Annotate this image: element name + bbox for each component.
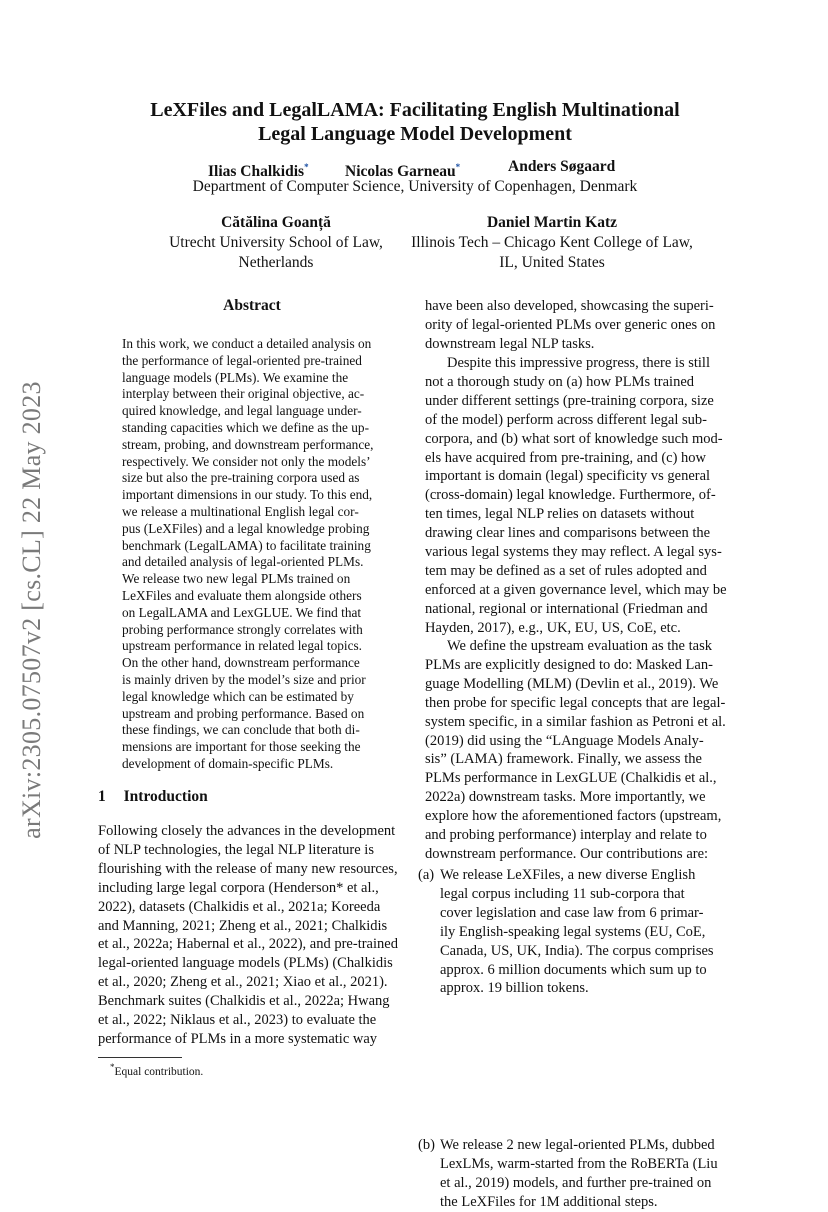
abstract-heading: Abstract <box>223 297 281 314</box>
text-line: sis” (LAMA) framework. Finally, we assess the <box>425 751 702 768</box>
author-5: Daniel Martin Katz <box>486 214 617 231</box>
contribution-item-b <box>418 1136 752 1212</box>
author-3: Anders Søgaard <box>508 158 616 175</box>
text-line: is mainly driven by the model’s size and prior <box>122 671 366 687</box>
text-line: various legal systems they may reflect. A legal sys- <box>425 544 722 561</box>
text-line: important dimensions in our study. To this end, <box>122 487 373 503</box>
text-line: We release two new legal PLMs trained on <box>122 571 351 587</box>
arxiv-stamp-text: arXiv:2305.07507v2 [cs.CL] 22 May 2023 <box>17 381 46 839</box>
text-line: tem may be defined as a set of rules adopted and <box>425 562 707 579</box>
text-line: we release a multinational English legal cor- <box>122 503 359 519</box>
text-line: standing capacities which we define as the up- <box>122 419 370 435</box>
footnote: *Equal contribution. <box>110 1062 204 1078</box>
text-line: the LeXFiles for 1M additional steps. <box>440 1194 658 1211</box>
text-line: of the model) perform across different legal sub- <box>425 411 707 428</box>
text-line: development of domain-specific PLMs. <box>122 755 334 771</box>
text-line: approx. 6 million documents which sum up to <box>440 961 707 978</box>
text-line: then probe for specific legal concepts that are legal- <box>425 694 726 711</box>
text-line: not a thorough study on (a) how PLMs trained <box>425 373 695 390</box>
text-line: national, regional or international (Friedman and <box>425 600 708 617</box>
text-line: 2022a) downstream tasks. More importantly, we <box>425 789 706 806</box>
text-line: explore how the aforementioned factors (upstream, <box>425 808 722 825</box>
text-line: quired knowledge, and legal language under- <box>122 403 362 419</box>
text-line: these findings, we can conclude that both di- <box>122 722 360 738</box>
text-line: In this work, we conduct a detailed analysis on <box>122 336 372 351</box>
title-line-1: LeXFiles and LegalLAMA: Facilitating English Multinational <box>150 99 680 121</box>
text-line: LexLMs, warm-started from the RoBERTa (Liu <box>440 1156 718 1173</box>
text-line: (cross-domain) legal knowledge. Furthermore, of- <box>425 487 716 504</box>
text-line: ily English-speaking legal systems (EU, CoE, <box>440 923 706 940</box>
footnote-rule <box>98 1057 182 1058</box>
paper-title <box>100 98 730 146</box>
text-line: approx. 19 billion tokens. <box>440 980 589 997</box>
author-1: Ilias Chalkidis* <box>208 162 309 181</box>
text-line: and detailed analysis of legal-oriented PLMs. <box>122 554 364 570</box>
text-line: PLMs performance in LexGLUE (Chalkidis et al., <box>425 770 717 787</box>
text-line: downstream legal NLP tasks. <box>425 335 595 352</box>
section-heading-introduction: 1 Introduction <box>98 788 208 805</box>
item-a-text <box>440 866 752 998</box>
right-paragraph-2 <box>425 354 730 638</box>
text-line: guage Modelling (MLM) (Devlin et al., 2019). We <box>425 675 719 692</box>
text-line: ten times, legal NLP relies on datasets without <box>425 506 695 523</box>
text-line: (2019) did using the “LAnguage Models Analy- <box>425 732 704 749</box>
text-line: We release 2 new legal-oriented PLMs, dubbed <box>440 1137 715 1154</box>
text-line: corpora, and (b) what sort of knowledge such mod- <box>425 430 723 447</box>
text-line: benchmark (LegalLAMA) to facilitate training <box>122 537 371 553</box>
text-line: upstream and probing performance. Based on <box>122 705 365 721</box>
text-line: size but also the pre-training corpora used as <box>122 470 360 486</box>
text-line: legal knowledge which can be estimated by <box>122 688 354 704</box>
text-line: et al., 2022a; Habernal et al., 2022), and pre-trained <box>98 936 398 953</box>
affiliation-1: Department of Computer Science, University of Copenhagen, Denmark <box>192 178 638 195</box>
text-line: including large legal corpora (Henderson* et al., <box>98 879 379 896</box>
text-line: on LegalLAMA and LexGLUE. We find that <box>122 604 362 620</box>
text-line: Benchmark suites (Chalkidis et al., 2022a; Hwang <box>98 993 390 1010</box>
item-b-label: (b) <box>418 1137 435 1154</box>
text-line: et al., 2022; Niklaus et al., 2023) to evaluate the <box>98 1012 377 1029</box>
text-line: LeXFiles and evaluate them alongside others <box>122 587 362 603</box>
author-4: Cătălina Goanță <box>221 214 331 231</box>
right-paragraph-1 <box>425 297 730 354</box>
text-line: et al., 2019) models, and further pre-trained on <box>440 1175 712 1192</box>
text-line: et al., 2020; Zheng et al., 2021; Xiao et al., 2021). <box>98 974 388 991</box>
text-line: language models (PLMs). We examine the <box>122 369 349 385</box>
equal-contribution-mark: * <box>455 162 461 172</box>
text-line: Canada, US, UK, India). The corpus comprises <box>440 942 714 959</box>
affiliation-4: Utrecht University School of Law, Netherlands <box>169 234 383 271</box>
text-line: legal corpus including 11 sub-corpora that <box>440 885 685 902</box>
text-line: under different settings (pre-training corpora, size <box>425 392 714 409</box>
arxiv-stamp <box>12 360 52 860</box>
text-line: of NLP technologies, the legal NLP literature is <box>98 841 374 858</box>
text-line: respectively. We consider not only the models’ <box>122 453 371 469</box>
text-line: the performance of legal-oriented pre-trained <box>122 352 362 368</box>
equal-contribution-mark: * <box>304 162 309 172</box>
text-line: drawing clear lines and comparisons between the <box>425 525 711 542</box>
author-2: Nicolas Garneau* <box>345 162 461 181</box>
text-line: have been also developed, showcasing the superi- <box>425 298 714 314</box>
text-line: flourishing with the release of many new resources, <box>98 860 398 877</box>
contribution-item-a <box>418 866 752 998</box>
item-a-label: (a) <box>418 867 435 883</box>
right-paragraph-3 <box>425 637 730 864</box>
text-line: probing performance strongly correlates with <box>122 621 363 637</box>
text-line: system specific, in a similar fashion as Petroni et al. <box>425 713 726 730</box>
text-line: upstream performance in related legal topics. <box>122 638 362 654</box>
text-line: ority of legal-oriented PLMs over generic ones on <box>425 316 716 333</box>
text-line: and probing performance) interplay and relate to <box>425 827 707 844</box>
text-line: downstream performance. Our contributions are: <box>425 845 709 862</box>
item-b-text <box>440 1136 752 1212</box>
title-line-2: Legal Language Model Development <box>258 123 572 145</box>
text-line: Following closely the advances in the development <box>98 823 396 839</box>
text-line: and Manning, 2021; Zheng et al., 2021; Chalkidis <box>98 917 388 934</box>
abstract-body <box>122 336 380 773</box>
text-line: important is domain (legal) specificity vs general <box>425 468 711 485</box>
text-line: On the other hand, downstream performance <box>122 655 360 671</box>
text-line: stream, probing, and downstream performance, <box>122 436 374 452</box>
introduction-body <box>98 822 403 1049</box>
text-line: We release LeXFiles, a new diverse English <box>440 867 696 883</box>
text-line: els have acquired from pre-training, and (c) how <box>425 449 707 466</box>
text-line: enforced at a given governance level, which may be <box>425 581 727 598</box>
text-line: legal-oriented language models (PLMs) (Chalkidis <box>98 955 393 972</box>
text-line: 2022), datasets (Chalkidis et al., 2021a; Koreeda <box>98 898 381 915</box>
text-line: Hayden, 2017), e.g., UK, EU, US, CoE, etc. <box>425 619 681 636</box>
text-line: pus (LeXFiles) and a legal knowledge probing <box>122 520 370 536</box>
text-line: We define the upstream evaluation as the task <box>447 638 712 654</box>
text-line: interplay between their original objective, ac- <box>122 386 365 402</box>
text-line: cover legislation and case law from 6 primar- <box>440 904 704 921</box>
text-line: performance of PLMs in a more systematic way <box>98 1030 378 1047</box>
affiliation-5: Illinois Tech – Chicago Kent College of Law, IL, United States <box>411 234 693 271</box>
text-line: PLMs are explicitly designed to do: Masked Lan- <box>425 656 713 673</box>
text-line: mensions are important for those seeking the <box>122 739 361 755</box>
text-line: Despite this impressive progress, there is still <box>447 355 710 371</box>
